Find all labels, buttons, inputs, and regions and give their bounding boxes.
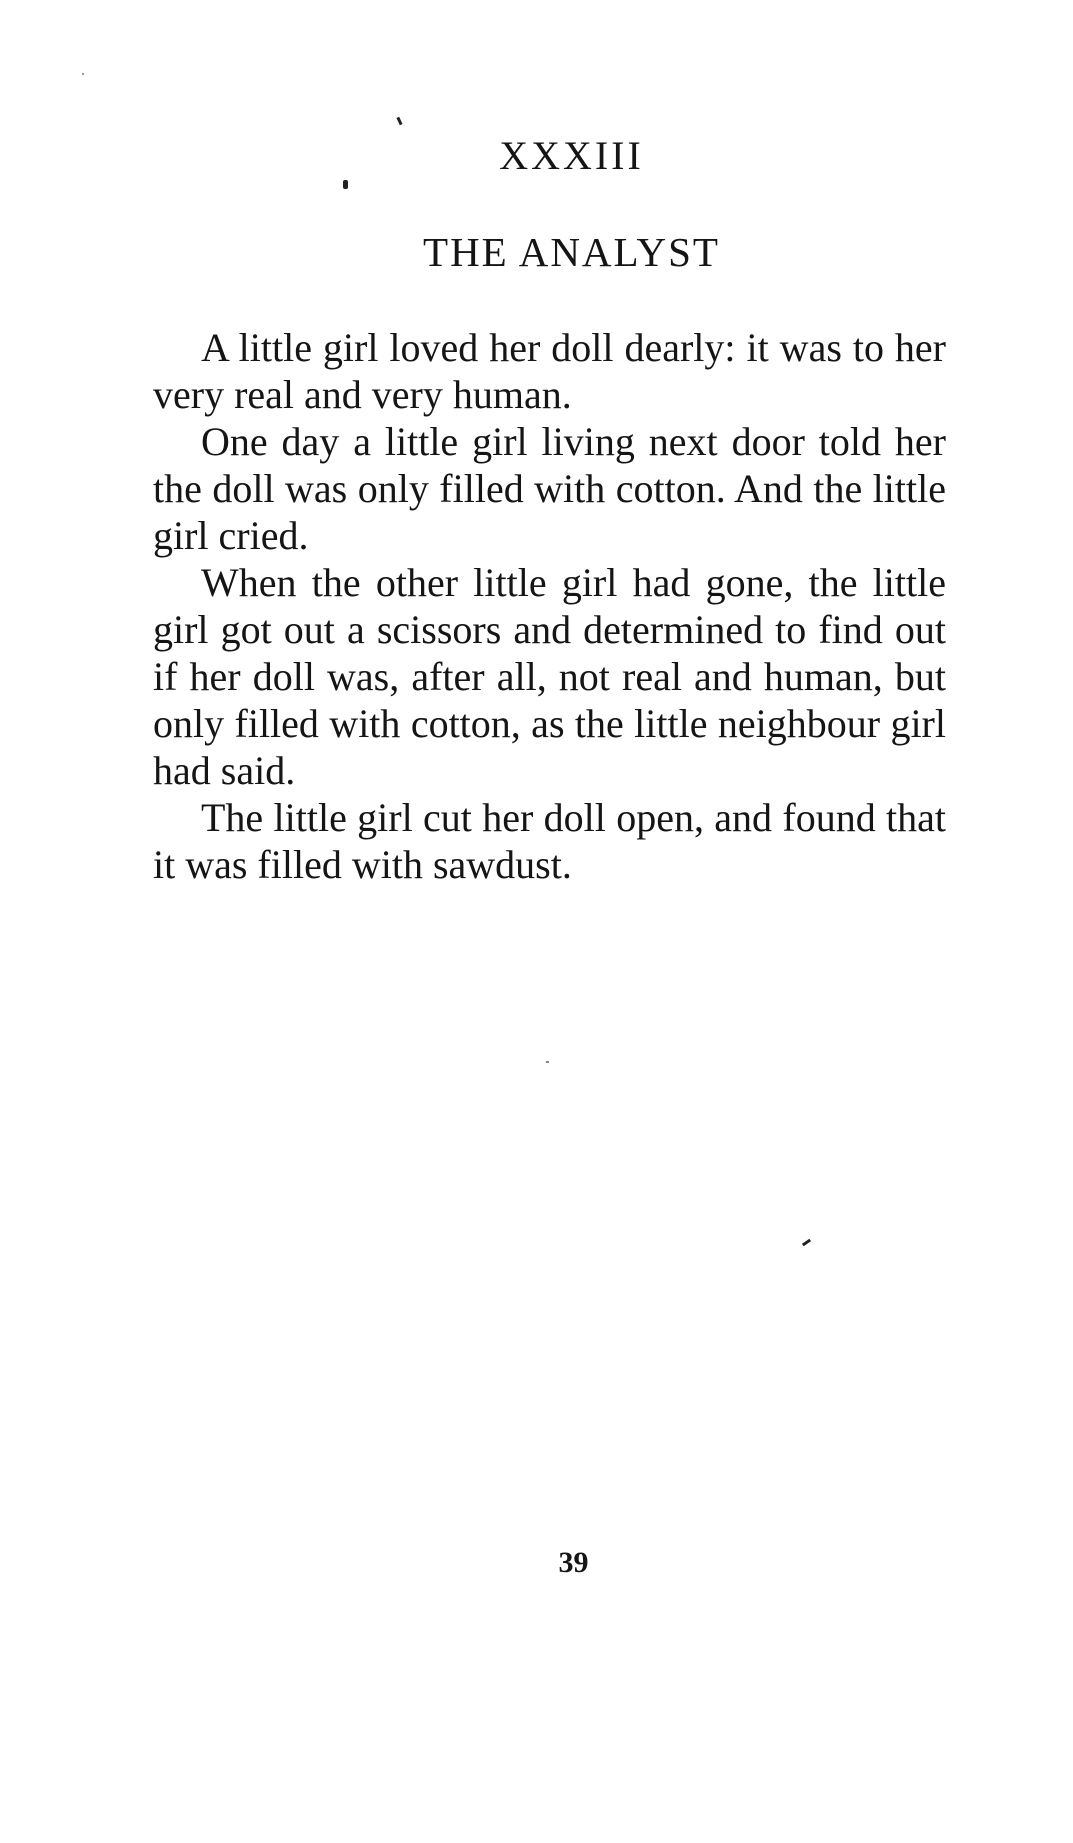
ink-speck: [396, 117, 402, 126]
chapter-title: THE ANALYST: [423, 229, 720, 275]
chapter-number: XXXIII: [499, 133, 644, 178]
ink-speck: [802, 1239, 811, 1247]
ink-speck: [546, 1061, 549, 1063]
ink-speck: [82, 73, 84, 75]
paragraph-1: A little girl loved her doll dearly: it was to her very real and very human.: [153, 325, 946, 417]
story-text: [153, 324, 946, 888]
paragraph-4: The little girl cut her doll open, and found that it was filled with sawdust.: [153, 795, 946, 887]
paragraph-3: When the other little girl had gone, the little girl got out a scissors and determined to find out if her doll was, after all, not real and human, but only filled with cotton, as the little neighbour girl had said.: [153, 560, 946, 793]
paragraph-2: One day a little girl living next door told her the doll was only filled with cotton. And the little girl cried.: [153, 419, 946, 558]
page-number: 39: [558, 1546, 589, 1579]
ink-speck: [343, 180, 348, 189]
